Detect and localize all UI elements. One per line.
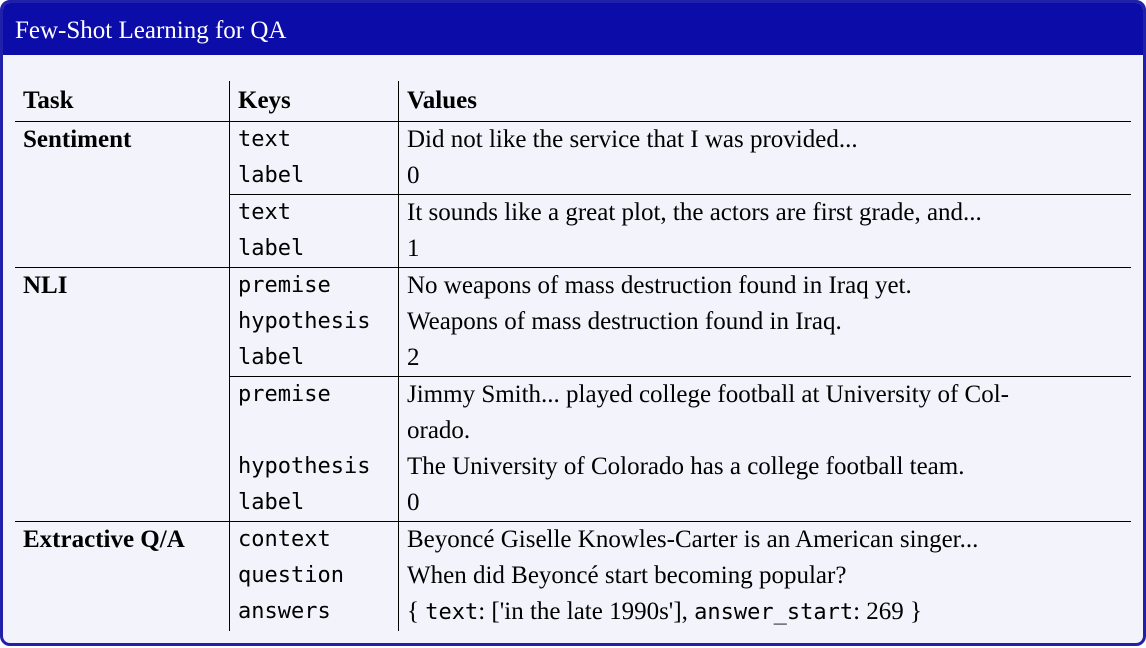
key-cell: label <box>230 158 399 195</box>
table-row <box>15 340 1131 377</box>
key-cell <box>230 413 399 449</box>
table-row <box>15 268 1131 305</box>
value-cell: Jimmy Smith... played college football at University of Col- <box>399 377 1132 414</box>
key-cell: question <box>230 558 399 594</box>
task-cell: Extractive Q/A <box>15 522 230 559</box>
value-cell: 0 <box>407 489 420 516</box>
value-cell: Beyoncé Giselle Knowles-Carter is an American singer... <box>399 522 1132 559</box>
table-row <box>15 231 1131 268</box>
key-cell: answers <box>230 594 399 631</box>
examples-table <box>15 81 1131 631</box>
header-task: Task <box>23 87 74 114</box>
key-cell: label <box>230 231 399 268</box>
answers-value-cell <box>399 594 1132 631</box>
key-cell: text <box>230 122 399 159</box>
table-row <box>15 122 1131 159</box>
value-cell: It sounds like a great plot, the actors are first grade, and... <box>399 195 1132 232</box>
value-cell: The University of Colorado has a college football team. <box>407 453 965 480</box>
table-row <box>15 594 1131 631</box>
table-row <box>15 558 1131 594</box>
answers-key-text: text <box>425 600 479 625</box>
value-cell: When did Beyoncé start becoming popular? <box>407 562 847 589</box>
task-cell: Sentiment <box>15 122 230 159</box>
answers-open: { <box>407 598 426 625</box>
value-cell: No weapons of mass destruction found in Iraq yet. <box>399 268 1132 305</box>
key-cell: context <box>230 522 399 559</box>
answers-value-text: : ['in the late 1990s'], <box>478 598 695 625</box>
task-cell: NLI <box>15 268 230 305</box>
table-row <box>15 158 1131 195</box>
key-cell: hypothesis <box>230 449 399 485</box>
table-row <box>15 485 1131 522</box>
key-cell: label <box>230 340 399 377</box>
header-values: Values <box>407 87 477 114</box>
value-cell: 1 <box>407 235 420 262</box>
value-cell: 2 <box>407 344 420 371</box>
table-row <box>15 304 1131 340</box>
value-cell: Did not like the service that I was provided... <box>399 122 1132 159</box>
key-cell: text <box>230 195 399 232</box>
key-cell: premise <box>230 268 399 305</box>
header-keys: Keys <box>230 81 399 122</box>
table-row <box>15 413 1131 449</box>
box-title: Few-Shot Learning for QA <box>3 3 1143 55</box>
key-cell: premise <box>230 377 399 414</box>
table-row <box>15 377 1131 414</box>
key-cell: hypothesis <box>230 304 399 340</box>
value-cell: 0 <box>407 162 420 189</box>
value-cell: orado. <box>407 417 471 444</box>
value-cell: Weapons of mass destruction found in Iraq. <box>407 308 842 335</box>
table-row <box>15 522 1131 559</box>
answers-value-start: : 269 } <box>853 598 923 625</box>
header-row <box>15 81 1131 122</box>
answers-key-start: answer_start <box>694 600 854 625</box>
table-row <box>15 195 1131 232</box>
key-cell: label <box>230 485 399 522</box>
table-row <box>15 449 1131 485</box>
